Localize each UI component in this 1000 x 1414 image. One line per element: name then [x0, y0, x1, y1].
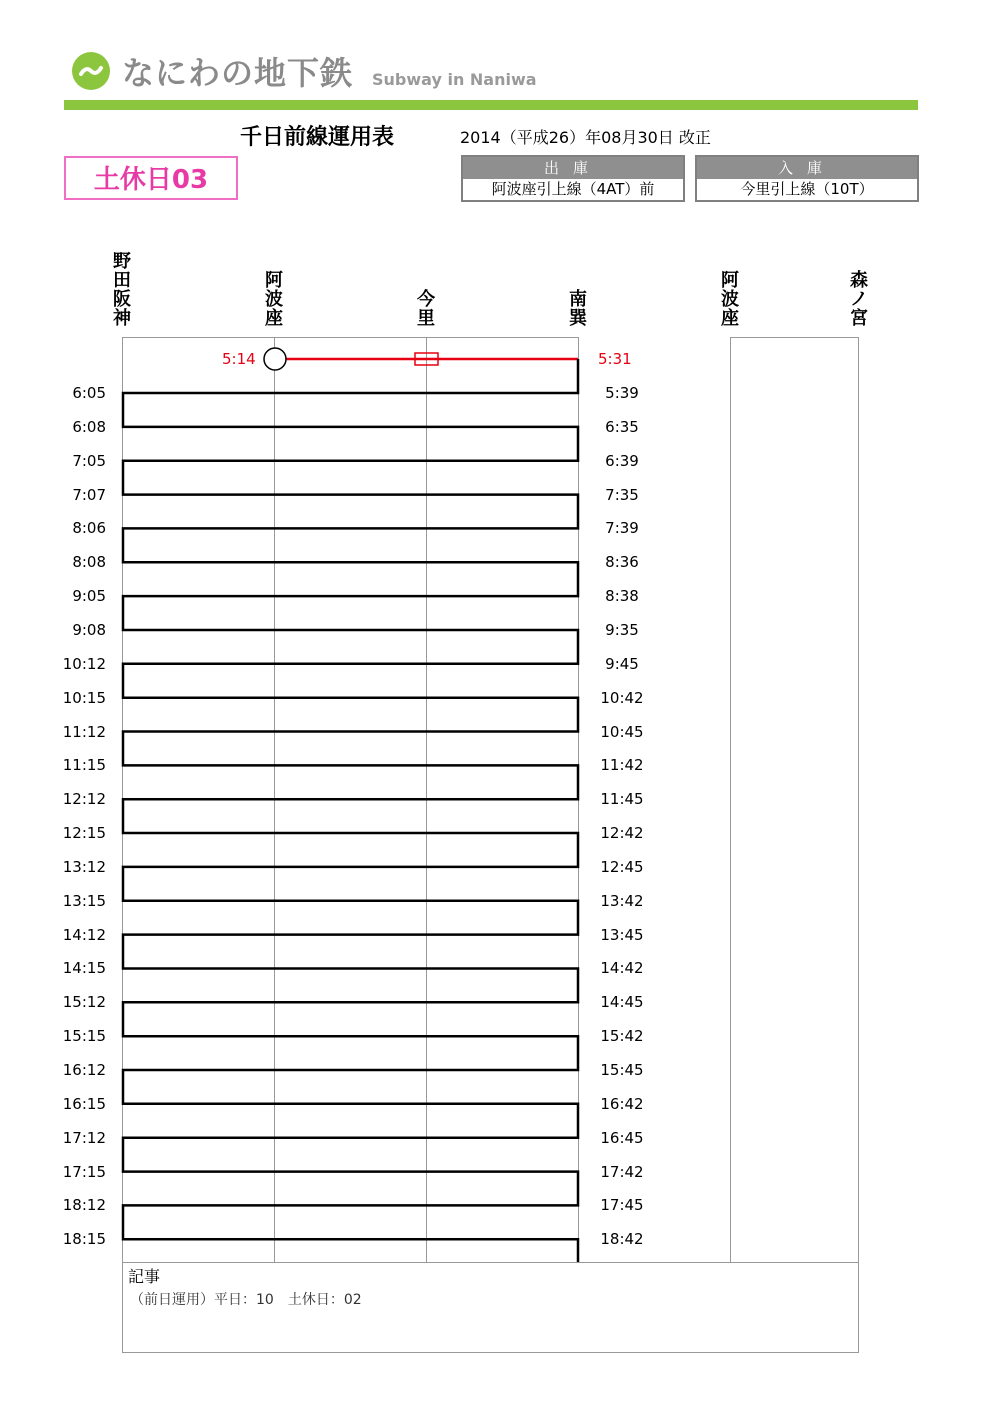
logo-subtitle: Subway in Naniwa — [372, 70, 537, 89]
left-time-label: 9:08 — [72, 620, 106, 639]
right-time-label: 13:42 — [600, 891, 644, 910]
station-imazato: 今里 — [417, 289, 435, 329]
schedule-badge: 土休日03 — [64, 156, 238, 200]
station-awaza: 阿波座 — [265, 270, 283, 329]
logo-text: なにわの地下鉄 — [122, 54, 354, 92]
right-time-label: 15:42 — [600, 1027, 644, 1046]
left-time-label: 8:06 — [72, 519, 106, 538]
notes-text: （前日運用）平日：10 土休日：02 — [130, 1292, 362, 1308]
right-time-label: 17:42 — [600, 1162, 644, 1181]
station-awaza-2: 阿波座 — [721, 270, 739, 329]
left-time-label: 10:12 — [62, 654, 106, 673]
left-time-label: 6:05 — [72, 384, 106, 402]
right-time-label: 10:42 — [600, 688, 644, 707]
right-time-label: 14:45 — [600, 993, 644, 1012]
right-time-label: 12:45 — [600, 857, 644, 876]
right-time-label: 10:45 — [600, 722, 644, 741]
left-time-label: 15:12 — [62, 993, 106, 1012]
station-morinomiya: 森ノ宮 — [850, 270, 868, 329]
left-time-label: 14:15 — [62, 959, 106, 978]
sub-grid-frame — [731, 338, 859, 1263]
arrive-label: 入庫 — [697, 157, 917, 179]
left-time-label: 15:15 — [62, 1027, 106, 1046]
left-time-label: 13:15 — [62, 891, 106, 910]
left-time-label: 18:15 — [62, 1230, 106, 1249]
arrive-value: 今里引上線（10T） — [740, 180, 874, 198]
right-time-label: 16:45 — [600, 1128, 644, 1147]
right-time-label: 6:35 — [605, 417, 639, 436]
right-time-label: 7:35 — [605, 485, 639, 504]
left-time-label: 17:15 — [62, 1162, 106, 1181]
revision-date: 2014（平成26）年08月30日 改正 — [460, 128, 711, 147]
left-time-label: 7:05 — [72, 451, 106, 470]
depart-circle-icon — [264, 348, 286, 370]
left-time-label: 9:05 — [72, 587, 106, 606]
left-time-label: 16:15 — [62, 1094, 106, 1113]
left-time-label: 8:08 — [72, 553, 106, 572]
left-time-label: 10:15 — [62, 688, 106, 707]
station-minamitatsumi: 南巽 — [569, 289, 587, 329]
left-time-label: 18:12 — [62, 1196, 106, 1215]
right-time-label: 18:42 — [600, 1230, 644, 1249]
left-time-label: 17:12 — [62, 1128, 106, 1147]
left-time-label: 6:08 — [72, 417, 106, 436]
left-time-label: 11:12 — [62, 722, 106, 741]
right-time-label: 6:39 — [605, 451, 639, 470]
right-time-label: 11:45 — [600, 790, 644, 809]
right-time-label: 8:36 — [605, 553, 639, 572]
right-time-label: 5:39 — [605, 384, 639, 402]
route-line — [123, 359, 578, 1262]
station-nodahanshin: 野田阪神 — [113, 251, 131, 329]
right-time-label: 13:45 — [600, 925, 644, 944]
right-time-label: 11:42 — [600, 756, 644, 775]
right-time-label: 12:42 — [600, 824, 644, 843]
depart-value: 阿波座引上線（4AT）前 — [491, 180, 655, 198]
left-time-label: 13:12 — [62, 857, 106, 876]
right-time-label: 16:42 — [600, 1094, 644, 1113]
left-time-label: 12:12 — [62, 790, 106, 809]
right-time-label: 9:45 — [605, 654, 639, 673]
right-time-label: 7:39 — [605, 519, 639, 538]
right-time-label: 17:45 — [600, 1196, 644, 1215]
first-trip-end: 5:31 — [598, 350, 632, 368]
left-time-label: 16:12 — [62, 1061, 106, 1079]
page-title: 千日前線運用表 — [240, 125, 395, 150]
left-time-label: 11:15 — [62, 756, 106, 775]
left-time-label: 7:07 — [72, 485, 106, 504]
left-time-label: 12:15 — [62, 824, 106, 843]
right-time-label: 9:35 — [605, 620, 639, 639]
right-time-label: 15:45 — [600, 1061, 644, 1079]
left-time-label: 14:12 — [62, 925, 106, 944]
first-trip-start: 5:14 — [222, 350, 256, 368]
right-time-label: 8:38 — [605, 587, 639, 606]
depart-label: 出庫 — [463, 157, 683, 179]
right-time-label: 14:42 — [600, 959, 644, 978]
first-trip-group — [264, 348, 578, 370]
notes-label: 記事 — [128, 1267, 161, 1286]
